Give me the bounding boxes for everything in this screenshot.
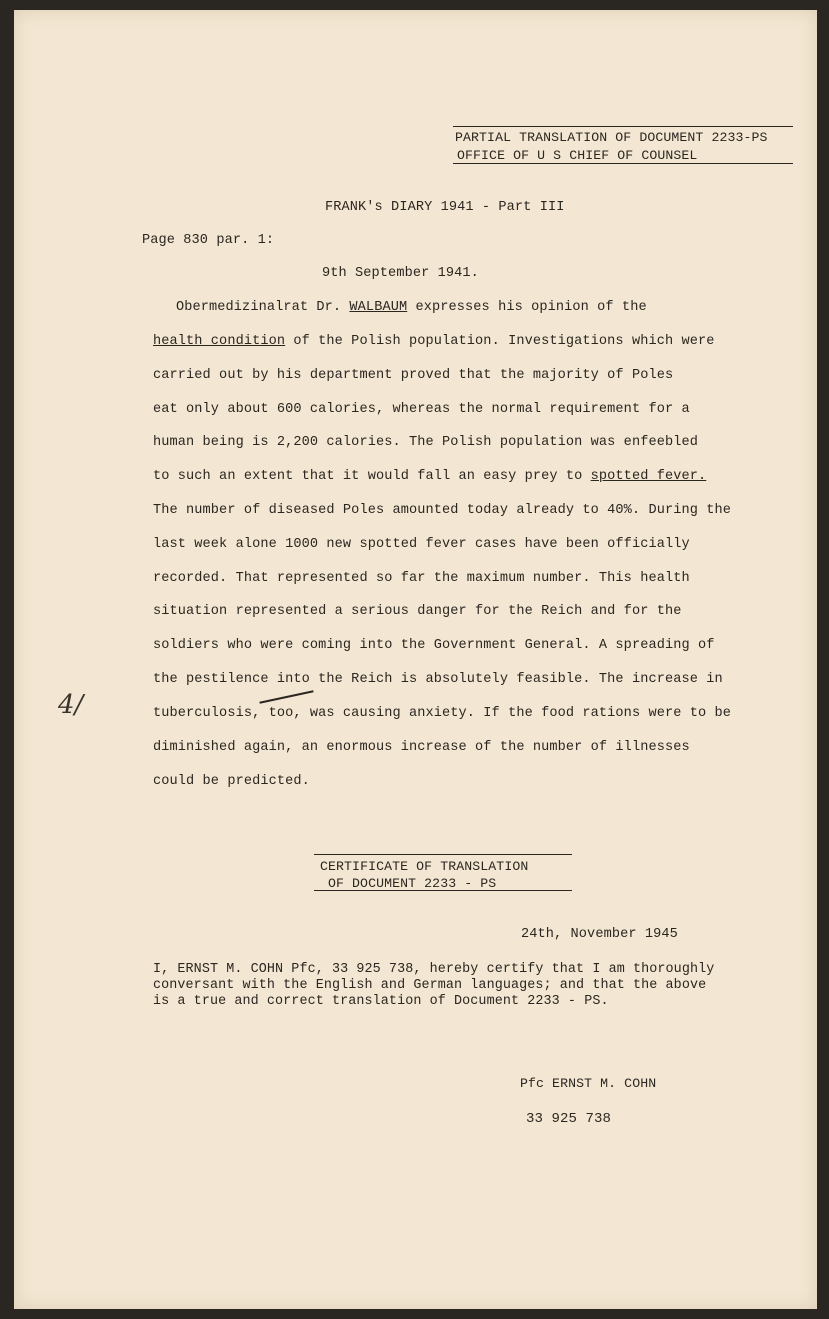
spotted-fever-phrase: spotted fever. <box>590 469 707 484</box>
certificate-heading-2: OF DOCUMENT 2233 - PS <box>328 876 497 891</box>
header-line-1: PARTIAL TRANSLATION OF DOCUMENT 2233-PS <box>455 130 768 145</box>
body-line-5: human being is 2,200 calories. The Polish population was enfeebled <box>153 435 698 450</box>
body-line-1 <box>176 300 647 315</box>
body-line-12: the pestilence into the Reich is absolutely feasible. The increase in <box>153 672 723 687</box>
body-line-11: soldiers who were coming into the Government General. A spreading of <box>153 638 715 653</box>
name-walbaum: WALBAUM <box>349 300 408 315</box>
certificate-text-2: conversant with the English and German languages; and that the above <box>153 978 707 993</box>
body-line-8: last week alone 1000 new spotted fever cases have been officially <box>153 537 690 552</box>
signature-name: Pfc ERNST M. COHN <box>520 1076 657 1091</box>
body-line-4: eat only about 600 calories, whereas the normal requirement for a <box>153 402 690 417</box>
header-top-rule <box>453 126 793 127</box>
body-line-9: recorded. That represented so far the maximum number. This health <box>153 571 690 586</box>
certificate-top-rule <box>314 854 572 855</box>
body-line-6-start: to such an extent that it would fall an easy prey to <box>153 469 591 484</box>
entry-date: 9th September 1941. <box>322 266 479 281</box>
body-line-1-start: Obermedizinalrat Dr. <box>176 300 350 315</box>
certificate-heading-1: CERTIFICATE OF TRANSLATION <box>320 859 529 874</box>
document-page <box>14 10 817 1309</box>
header-bottom-rule <box>453 163 793 164</box>
pencil-stroke <box>259 690 313 703</box>
margin-handwritten-mark: 4/ <box>58 690 84 720</box>
signature-number: 33 925 738 <box>526 1111 612 1127</box>
body-line-3: carried out by his department proved that the majority of Poles <box>153 368 674 383</box>
health-condition-phrase: health condition <box>153 334 286 349</box>
body-line-13: tuberculosis, too, was causing anxiety. If the food rations were to be <box>153 706 732 721</box>
body-line-7: The number of diseased Poles amounted today already to 40%. During the <box>153 503 732 518</box>
page-reference: Page 830 par. 1: <box>142 233 275 248</box>
body-line-6 <box>153 469 706 484</box>
header-line-2: OFFICE OF U S CHIEF OF COUNSEL <box>457 148 698 163</box>
body-line-2-end: of the Polish population. Investigations which were <box>285 334 715 349</box>
body-line-1-end: expresses his opinion of the <box>407 300 647 315</box>
body-line-2 <box>153 334 715 349</box>
body-line-15: could be predicted. <box>153 774 310 789</box>
certificate-date: 24th, November 1945 <box>521 927 678 942</box>
certificate-text-1: I, ERNST M. COHN Pfc, 33 925 738, hereby certify that I am thoroughly <box>153 962 715 977</box>
body-line-14: diminished again, an enormous increase of the number of illnesses <box>153 740 690 755</box>
certificate-text-3: is a true and correct translation of Document 2233 - PS. <box>153 994 609 1009</box>
document-title: FRANK's DIARY 1941 - Part III <box>325 200 565 215</box>
certificate-bottom-rule <box>314 890 572 891</box>
body-line-10: situation represented a serious danger for the Reich and for the <box>153 604 682 619</box>
